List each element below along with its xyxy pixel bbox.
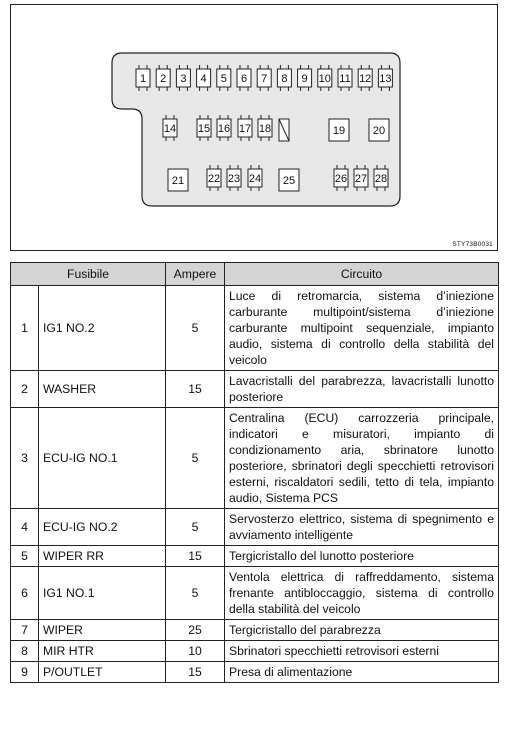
fuse-box-diagram — [11, 5, 497, 250]
spare-slot — [279, 119, 289, 141]
fuse-label: 12 — [359, 73, 372, 85]
fuse-23 — [227, 165, 241, 191]
fuse-label: 6 — [240, 73, 248, 85]
fuse-circuit: Centralina (ECU) carrozzeria principale, indicatori e misuratori, impianto di condizionamento aria, sbrinatore lunotto posteriore, sbrinatori degli specchietti retrovisori esterni, riscaldatori sedili, tetto di tela, impianto audio, Sistema PCS — [225, 408, 499, 509]
fuse-circuit: Sbrinatori specchietti retrovisori esterni — [225, 641, 499, 662]
fuse-17 — [238, 115, 252, 141]
fuse-label: 11 — [339, 73, 351, 85]
fuse-4 — [197, 65, 211, 91]
fuse-20 — [369, 119, 389, 141]
fuse-label: 24 — [248, 173, 262, 185]
fuse-26 — [334, 165, 348, 191]
fuse-number: 9 — [11, 662, 39, 683]
fuse-name: WASHER — [39, 371, 166, 408]
fuse-number: 8 — [11, 641, 39, 662]
fuse-name: IG1 NO.1 — [39, 567, 166, 620]
fuse-circuit: Presa di alimentazione — [225, 662, 499, 683]
fuse-22 — [207, 165, 221, 191]
fuse-16 — [217, 115, 231, 141]
fuse-label: 8 — [281, 73, 288, 85]
table-header-row — [11, 263, 499, 286]
fuse-label: 14 — [163, 123, 177, 135]
fuse-12 — [358, 65, 372, 91]
fuse-5 — [217, 65, 231, 91]
diagram-code: STY73B0031 — [452, 241, 493, 248]
fuse-14 — [163, 115, 177, 141]
fuse-number: 6 — [11, 567, 39, 620]
fuse-label: 28 — [374, 173, 388, 185]
fuse-label: 17 — [238, 123, 252, 135]
fuse-25 — [279, 169, 299, 191]
fuse-number: 1 — [11, 286, 39, 371]
fuse-label: 26 — [334, 173, 348, 185]
fuse-ampere: 5 — [166, 509, 225, 546]
fuse-ampere: 5 — [166, 408, 225, 509]
table-row — [11, 286, 499, 371]
fuse-6 — [237, 65, 251, 91]
fuse-number: 5 — [11, 546, 39, 567]
fuse-name: IG1 NO.2 — [39, 286, 166, 371]
fuse-15 — [197, 115, 211, 141]
fuse-number: 7 — [11, 620, 39, 641]
fuse-circuit: Servosterzo elettrico, sistema di spegnimento e avviamento intelligente — [225, 509, 499, 546]
fuse-label: 16 — [217, 123, 231, 135]
table-row — [11, 662, 499, 683]
fuse-ampere: 15 — [166, 662, 225, 683]
fuse-label: 20 — [372, 125, 386, 137]
fuse-label: 22 — [207, 173, 221, 185]
table-row — [11, 567, 499, 620]
fuse-label: 3 — [180, 73, 187, 85]
fuse-ampere: 10 — [166, 641, 225, 662]
fuse-circuit: Lavacristalli del parabrezza, lavacristalli lunotto posteriore — [225, 371, 499, 408]
fuse-label: 18 — [258, 123, 272, 135]
fuse-ampere: 5 — [166, 286, 225, 371]
fuse-circuit: Tergicristallo del parabrezza — [225, 620, 499, 641]
fuse-label: 27 — [354, 173, 368, 185]
fuse-ampere: 15 — [166, 546, 225, 567]
fuse-2 — [156, 65, 170, 91]
fuse-18 — [258, 115, 272, 141]
fuse-name: P/OUTLET — [39, 662, 166, 683]
fuse-13 — [378, 65, 392, 91]
fuse-19 — [329, 119, 349, 141]
fuse-10 — [318, 65, 332, 91]
fuse-label: 21 — [171, 175, 185, 187]
table-row — [11, 546, 499, 567]
fuse-27 — [354, 165, 368, 191]
fuse-circuit: Ventola elettrica di raffreddamento, sistema frenante antibloccaggio, sistema di controllo della stabilità del veicolo — [225, 567, 499, 620]
table-row — [11, 620, 499, 641]
table-row — [11, 408, 499, 509]
fuse-label: 4 — [200, 73, 207, 85]
fuse-name: ECU-IG NO.2 — [39, 509, 166, 546]
fuse-11 — [338, 65, 352, 91]
fuse-24 — [248, 165, 262, 191]
fuse-label: 19 — [332, 125, 346, 137]
fuse-label: 15 — [197, 123, 211, 135]
fuse-name: ECU-IG NO.1 — [39, 408, 166, 509]
fuse-label: 7 — [261, 73, 268, 85]
fuse-label: 23 — [227, 173, 241, 185]
fuse-number: 4 — [11, 509, 39, 546]
fuse-ampere: 5 — [166, 567, 225, 620]
fuse-label: 25 — [282, 175, 296, 187]
table-row — [11, 641, 499, 662]
fuse-circuit: Tergicristallo del lunotto posteriore — [225, 546, 499, 567]
fuse-ampere: 25 — [166, 620, 225, 641]
fuse-diagram-frame — [10, 4, 498, 251]
header-ampere: Ampere — [166, 263, 225, 286]
fuse-3 — [176, 65, 190, 91]
header-fuse: Fusibile — [11, 263, 166, 286]
fuse-label: 13 — [379, 73, 392, 85]
fuse-name: WIPER RR — [39, 546, 166, 567]
table-row — [11, 371, 499, 408]
fuse-label: 9 — [301, 73, 308, 85]
fuse-28 — [374, 165, 388, 191]
fuse-8 — [277, 65, 291, 91]
fuse-7 — [257, 65, 271, 91]
fuse-label: 1 — [139, 73, 147, 85]
fuse-number: 2 — [11, 371, 39, 408]
fuse-9 — [298, 65, 312, 91]
fuse-label: 5 — [220, 73, 227, 85]
fuse-21 — [168, 169, 188, 191]
fuse-label: 2 — [160, 73, 167, 85]
fuse-number: 3 — [11, 408, 39, 509]
fuse-name: MIR HTR — [39, 641, 166, 662]
table-row — [11, 509, 499, 546]
header-circuit: Circuito — [225, 263, 499, 286]
fuse-table — [10, 262, 499, 683]
fuse-label: 10 — [318, 73, 331, 85]
fuse-circuit: Luce di retromarcia, sistema d’iniezione carburante multipoint/sistema d’iniezione carburante multipoint sequenziale, impianto audio, sistema di controllo della stabilità del veicolo — [225, 286, 499, 371]
fuse-ampere: 15 — [166, 371, 225, 408]
fuse-name: WIPER — [39, 620, 166, 641]
fuse-1 — [136, 65, 150, 91]
